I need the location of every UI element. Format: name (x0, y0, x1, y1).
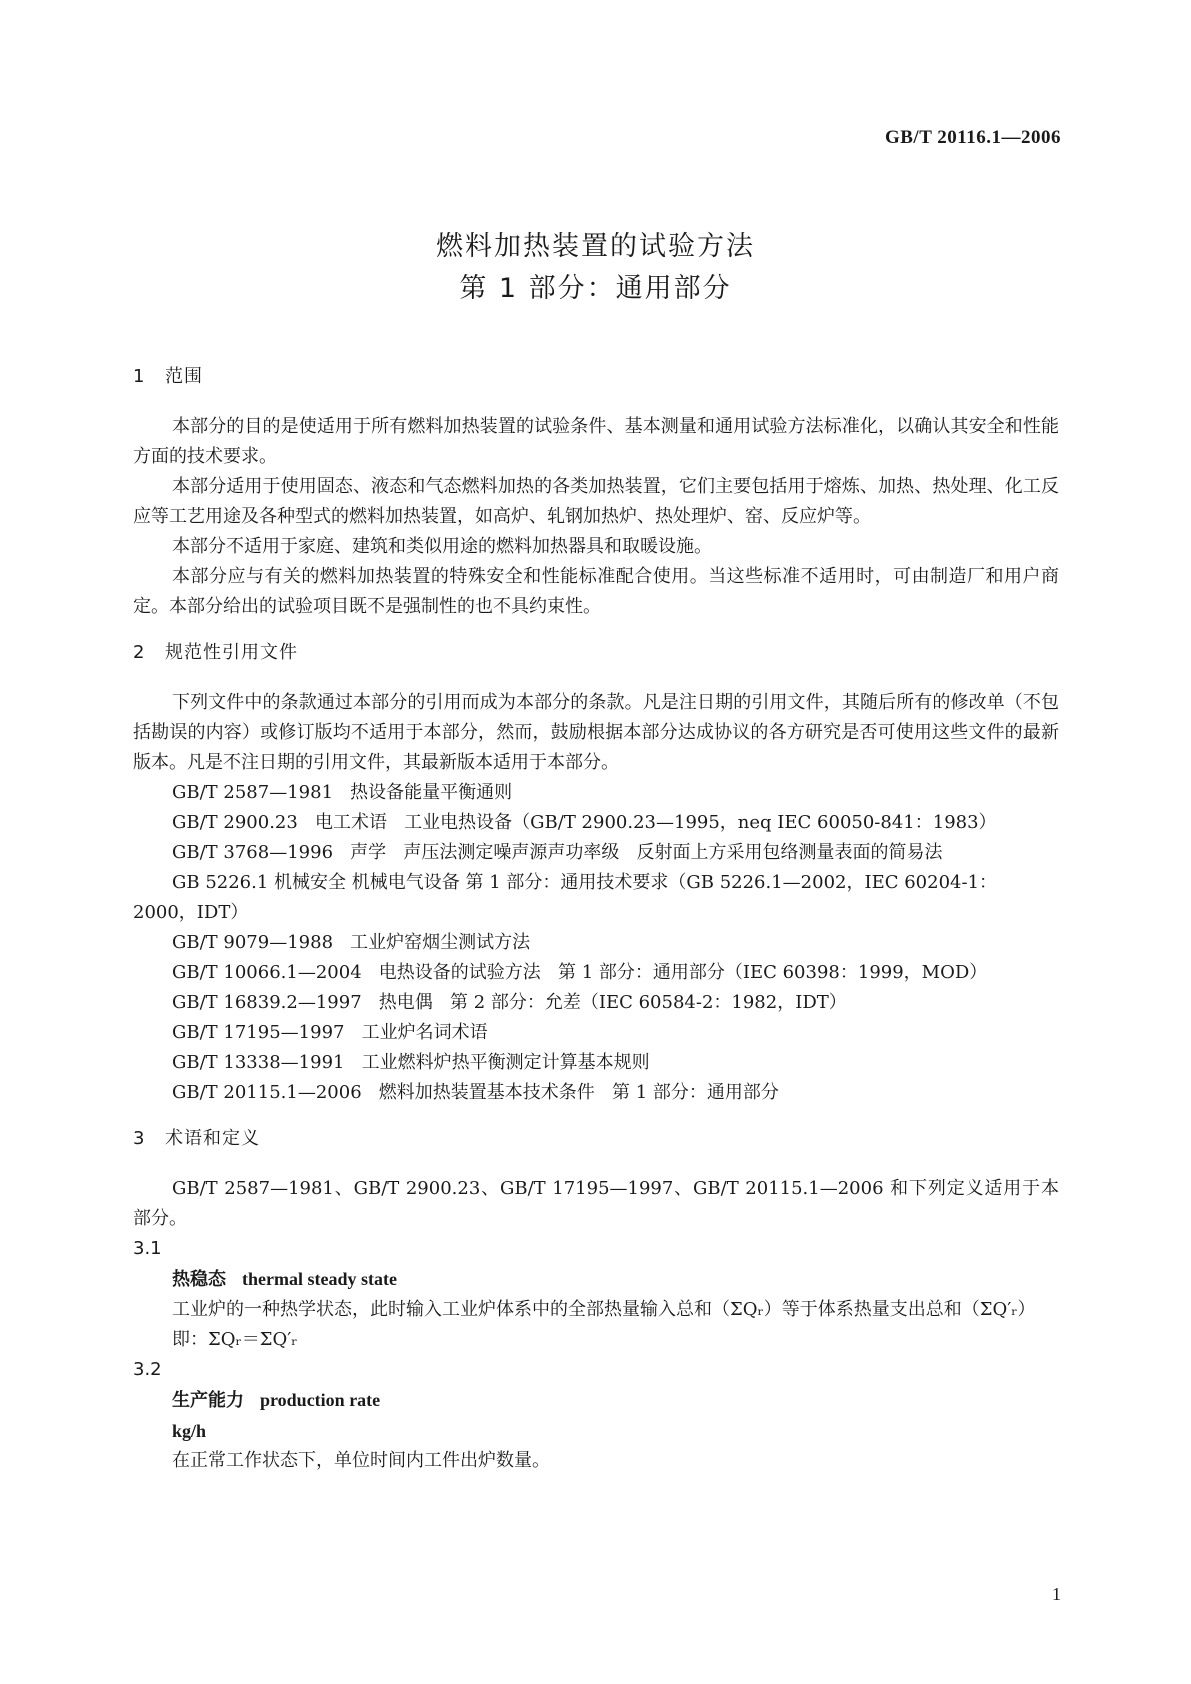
paragraph: 本部分不适用于家庭、建筑和类似用途的燃料加热器具和取暖设施。 (172, 536, 712, 557)
section-2-heading (133, 638, 1059, 668)
section-title: 范围 (165, 366, 203, 387)
title-line-1: 燃料加热装置的试验方法 (436, 231, 755, 262)
section-number: 2 (133, 642, 146, 663)
term-definition: 在正常工作状态下，单位时间内工件出炉数量。 (172, 1450, 550, 1471)
reference-item: GB/T 20115.1—2006 燃料加热装置基本技术条件 第 1 部分：通用部分 (172, 1082, 779, 1103)
reference-item: GB/T 13338—1991 工业燃料炉热平衡测定计算基本规则 (172, 1052, 650, 1073)
term-definition: 工业炉的一种热学状态，此时输入工业炉体系中的全部热量输入总和（ΣQᵣ）等于体系热量支出总和（ΣQ′ᵣ） (172, 1299, 1036, 1320)
term-english: thermal steady state (242, 1269, 397, 1289)
reference-item: GB 5226.1 机械安全 机械电气设备 第 1 部分：通用技术要求（GB 5226.1—2002，IEC 60204-1：2000，IDT） (133, 872, 998, 923)
reference-item: GB/T 2900.23 电工术语 工业电热设备（GB/T 2900.23—1995，neq IEC 60050-841：1983） (172, 812, 997, 833)
reference-item: GB/T 2587—1981 热设备能量平衡通则 (172, 782, 513, 803)
term-number: 3.2 (133, 1359, 162, 1380)
term-formula: 即：ΣQᵣ＝ΣQ′ᵣ (172, 1329, 298, 1350)
section-1-heading (133, 362, 1059, 392)
term-english: production rate (260, 1390, 381, 1410)
term-chinese: 热稳态 (172, 1269, 226, 1290)
document-title (0, 226, 1191, 310)
section-3-heading (133, 1124, 1059, 1154)
reference-item: GB/T 16839.2—1997 热电偶 第 2 部分：允差（IEC 60584-2：1982，IDT） (172, 992, 847, 1013)
section-number: 3 (133, 1128, 146, 1149)
term-unit: kg/h (172, 1421, 207, 1441)
section-title: 术语和定义 (165, 1128, 260, 1149)
page-number: 1 (1052, 1584, 1061, 1604)
standard-number: GB/T 20116.1—2006 (884, 127, 1061, 148)
reference-item: GB/T 9079—1988 工业炉窑烟尘测试方法 (172, 932, 531, 953)
reference-item: GB/T 10066.1—2004 电热设备的试验方法 第 1 部分：通用部分（IEC 60398：1999，MOD） (172, 962, 988, 983)
paragraph: 本部分适用于使用固态、液态和气态燃料加热的各类加热装置，它们主要包括用于熔炼、加热、热处理、化工反应等工艺用途及各种型式的燃料加热装置，如高炉、轧钢加热炉、热处理炉、窑、反应炉等。 (133, 476, 1059, 527)
reference-item: GB/T 17195—1997 工业炉名词术语 (172, 1022, 488, 1043)
term-entry (172, 1385, 1059, 1416)
reference-item: GB/T 3768—1996 声学 声压法测定噪声源声功率级 反射面上方采用包络测量表面的简易法 (172, 842, 943, 863)
document-body (133, 362, 1059, 1476)
section-number: 1 (133, 366, 146, 387)
term-chinese: 生产能力 (172, 1390, 244, 1411)
paragraph: 下列文件中的条款通过本部分的引用而成为本部分的条款。凡是注日期的引用文件，其随后所有的修改单（不包括勘误的内容）或修订版均不适用于本部分，然而，鼓励根据本部分达成协议的各方研究是否可使用这些文件的最新版本。凡是不注日期的引用文件，其最新版本适用于本部分。 (133, 692, 1059, 773)
paragraph: 本部分的目的是使适用于所有燃料加热装置的试验条件、基本测量和通用试验方法标准化，以确认其安全和性能方面的技术要求。 (133, 416, 1059, 467)
section-title: 规范性引用文件 (165, 642, 298, 663)
paragraph: 本部分应与有关的燃料加热装置的特殊安全和性能标准配合使用。当这些标准不适用时，可由制造厂和用户商定。本部分给出的试验项目既不是强制性的也不具约束性。 (133, 566, 1059, 617)
term-number: 3.1 (133, 1238, 162, 1259)
term-entry (172, 1264, 1059, 1295)
title-line-2: 第 1 部分：通用部分 (459, 273, 732, 304)
paragraph: GB/T 2587—1981、GB/T 2900.23、GB/T 17195—1997、GB/T 20115.1—2006 和下列定义适用于本部分。 (133, 1178, 1059, 1229)
